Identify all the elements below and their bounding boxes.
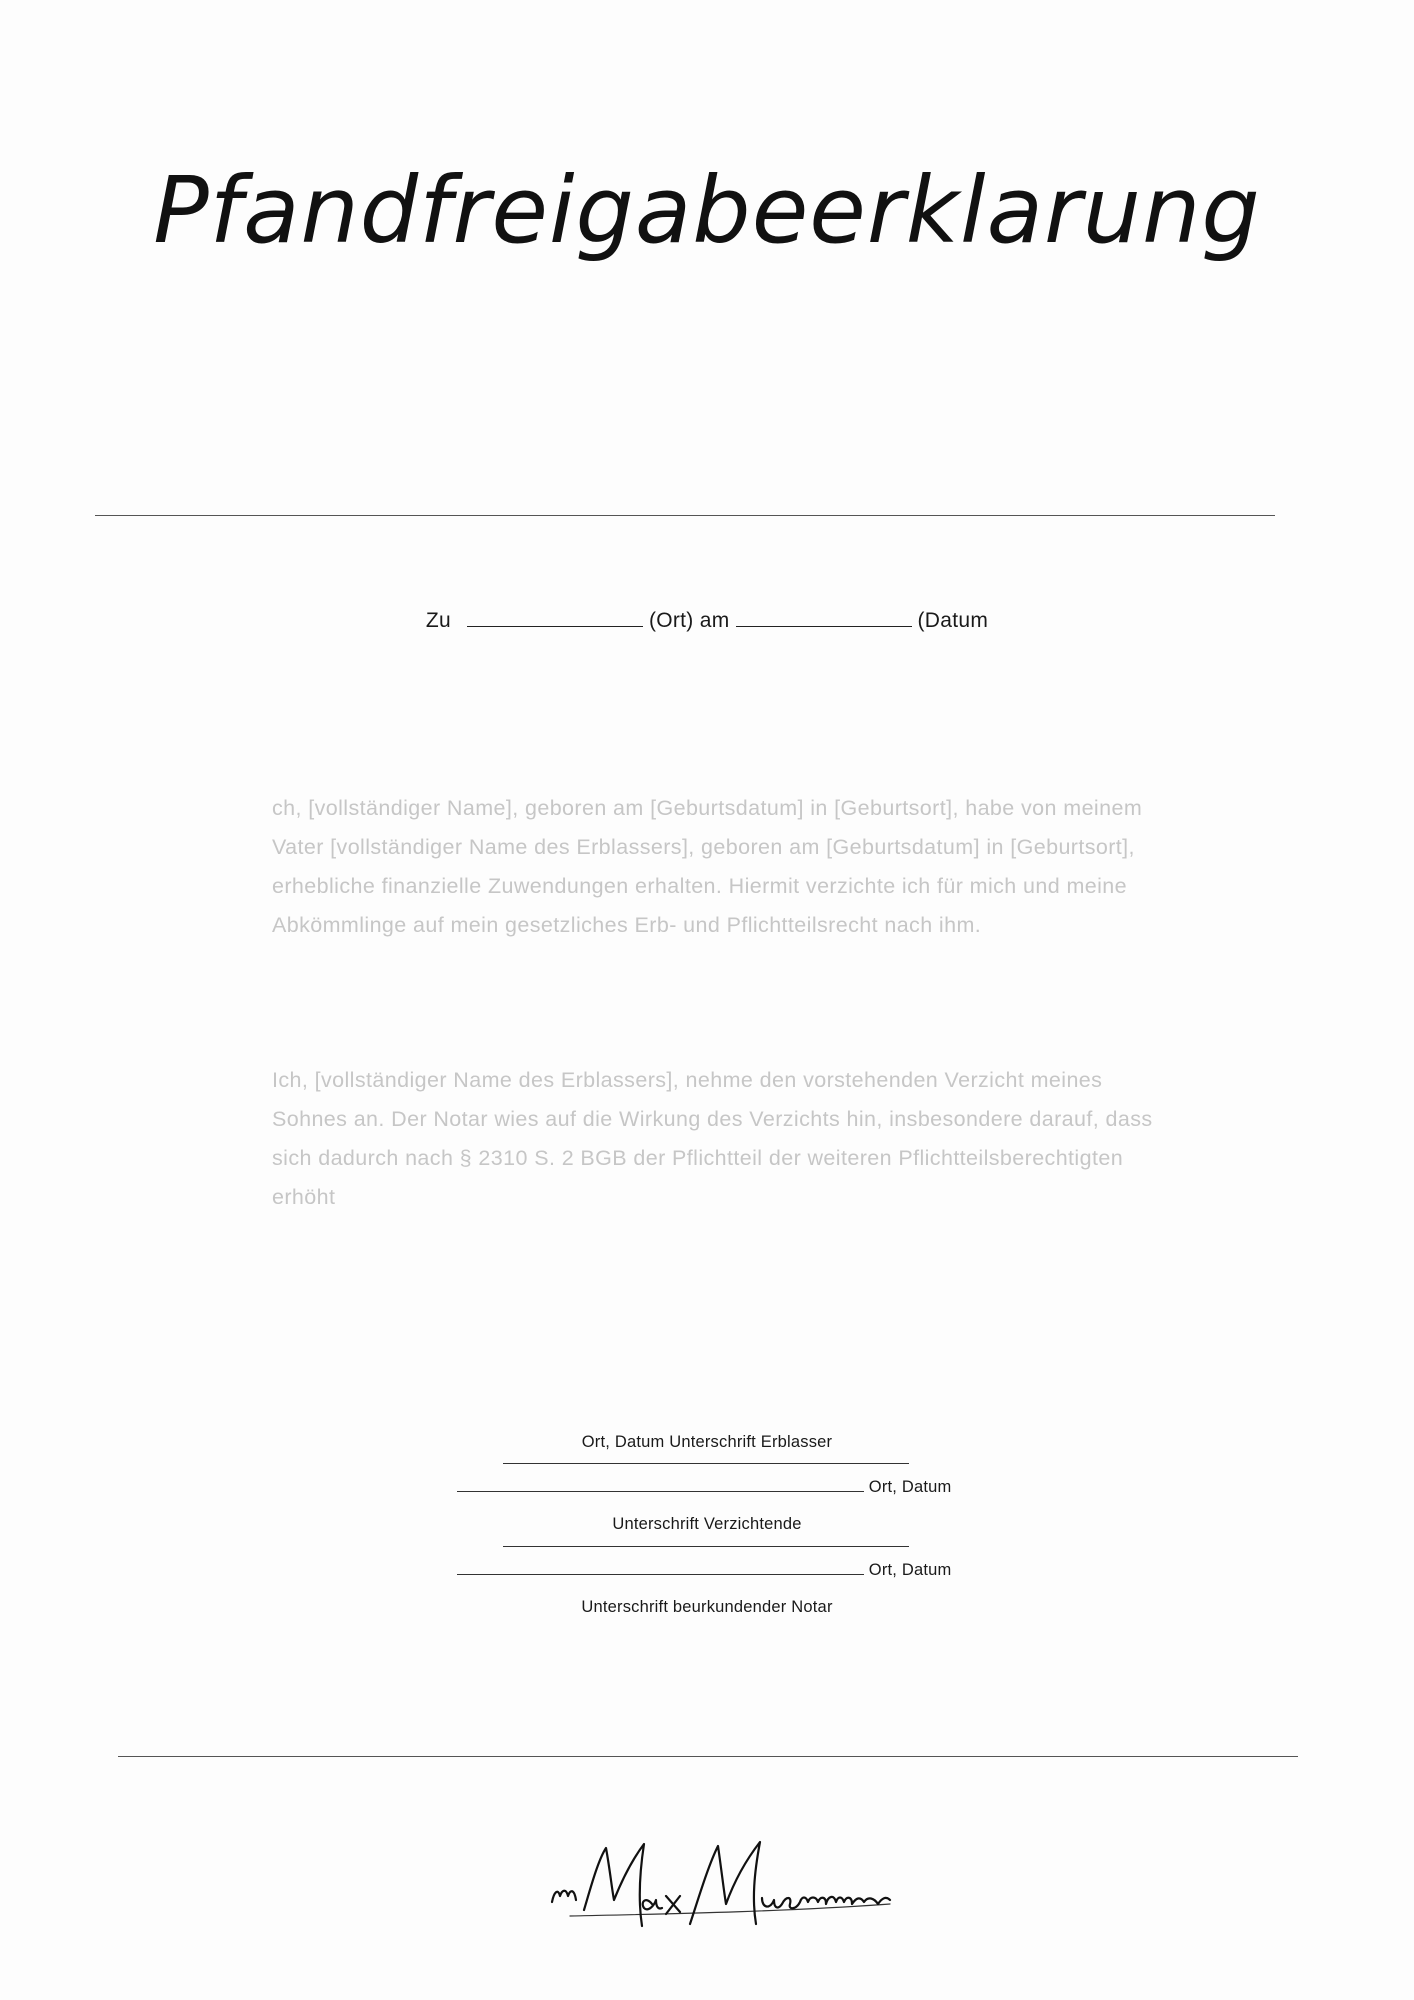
signature-line-2b[interactable] <box>457 1560 951 1580</box>
handwritten-signature <box>540 1830 920 1940</box>
place-date-line <box>0 606 1414 633</box>
place-blank-field[interactable] <box>467 606 643 627</box>
date-blank-field[interactable] <box>736 606 912 627</box>
ort-datum-label-1: Ort, Datum <box>868 1478 952 1496</box>
bottom-divider <box>118 1756 1298 1757</box>
place-label: (Ort) am <box>648 609 730 632</box>
signature-line-2a[interactable] <box>503 1532 909 1552</box>
date-label: (Datum <box>917 609 989 632</box>
place-date-prefix: Zu <box>425 609 451 632</box>
paragraph-acceptance: Ich, [vollständiger Name des Erblassers], nehme den vorstehenden Verzicht meines Sohnes an. Der Notar wies auf die Wirkung des Verzichts hin, insbesondere darauf, dass sich dadurch nach § 2310 S. 2 BGB der Pflichtteil der weiteren Pflichtteilsberechtigten erhöht <box>272 1068 1153 1209</box>
paragraph-waiver: ch, [vollständiger Name], geboren am [Geburtsdatum] in [Geburtsort], habe von meinem Vater [vollständiger Name des Erblassers], geboren am [Geburtsdatum] in [Geburtsort], erhebliche finanzielle Zuwendungen erhalten. Hiermit verzichte ich für mich und meine Abkömmlinge auf mein gesetzliches Erb- und Pflichtteilsrecht nach ihm. <box>272 796 1143 937</box>
signature-label-verzichtende: Unterschrift Verzichtende <box>612 1515 802 1533</box>
signature-line-1a[interactable] <box>503 1449 909 1469</box>
signature-label-notar: Unterschrift beurkundender Notar <box>581 1598 833 1616</box>
top-divider <box>95 515 1275 516</box>
signature-line-1b[interactable] <box>457 1477 951 1497</box>
document-title: Pfandfreigabeerklarung <box>153 157 1261 264</box>
ort-datum-label-2: Ort, Datum <box>868 1561 952 1579</box>
signature-label-erblasser: Ort, Datum Unterschrift Erblasser <box>581 1433 833 1451</box>
